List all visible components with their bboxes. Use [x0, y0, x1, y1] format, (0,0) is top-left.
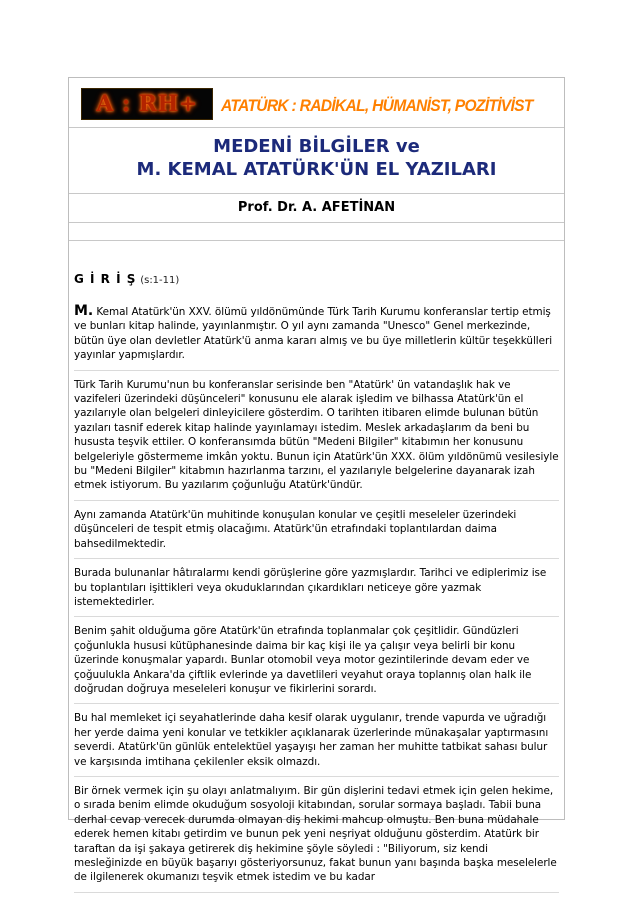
title-block [69, 128, 564, 194]
title-line-2: M. KEMAL ATATÜRK'ÜN EL YAZILARI [136, 159, 497, 180]
logo-text: A : RH+ [96, 91, 198, 117]
section-heading [74, 271, 559, 289]
paragraph-1-initial: M. [74, 303, 94, 319]
divider-row [69, 223, 564, 241]
paragraph-5: Benim şahit olduğuma göre Atatürk'ün etrafında toplanmalar çok çeşitlidir. Gündüzleri çoğunlukla hususi kütüphanesinde daima bir kaç kişi ile ya çalışır veya belirli bir konu üzerinde konuşmalar yapardı. Bunlar otomobil veya motor gezintilerinde devam eder ve çoğuulukla Ankara'da çiftlik evlerinde ya davetlileri veyahut oraya toplannış olan halk ile doğrudan doğruya meseleleri konuşur ve fikirlerini sorardı. [74, 624, 559, 704]
paragraph-1 [74, 304, 559, 371]
paragraph-7: Bir örnek vermek için şu olayı anlatmalıyım. Bir gün dişlerini tedavi etmek için gelen hekime, o sırada benim elimde okuduğum sosyoloji kitabından, sorular sormaya başladı. Tabii buna derhal cevap verecek durumda olmayan diş hekimi mahcup olmuştu. Ben buna müdahale ederek hemen kitabı getirdim ve bunun pek yeni neşriyat olduğunu gösterdim. Atatürk bir taraftan da işi şakaya getirerek diş hekimine şöyle söyledi : "Biliyorum, siz kendi mesleğinizde en büyük başarıyı gösteriyorsunuz, fakat bunun yanı başında başka meselelerle de ilgilenerek okumanızı teşvik etmek istedim ve bu kadar [74, 784, 559, 893]
paragraph-4: Burada bulunanlar hâtıralarmı kendi görüşlerine göre yazmışlardır. Tarihci ve ediplerimiz ise bu toplantıları işittikleri veya okuduklarından çıkardıkları neticeye göre yazmak istemektedirler. [74, 566, 559, 617]
paragraph-3: Aynı zamanda Atatürk'ün muhitinde konuşulan konular ve çeşitli meseleler üzerindeki düşünceleri de tespit etmiş olacağımı. Atatürk'ün etrafındaki toplantılardan daima bahsedilmektedir. [74, 508, 559, 559]
section-ref: (s:1-11) [140, 275, 180, 286]
author: Prof. Dr. A. AFETİNAN [69, 194, 564, 223]
title-line-1: MEDENİ BİLGİLER ve [213, 136, 420, 157]
paragraph-6: Bu hal memleket içi seyahatlerinde daha kesif olarak uygulanır, trende vapurda ve uğradığı her yerde daima yeni konular ve tetkikler açıklanarak üzerlerinde münakaşalar yaptırmasını severdi. Atatürk'ün günlük entelektüel yaşayışı her zaman her muhitte tatbikat sahası bulur ve karşısında imtihana çekilenler eksik olmazdı. [74, 711, 559, 777]
paragraph-2: Türk Tarih Kurumu'nun bu konferanslar serisinde ben "Atatürk' ün vatandaşlık hak ve vazifeleri üzerindeki düşünceleri" konusunu ele alarak işledim ve bilhassa Atatürk'ün el yazılarıyle olan belgeleri dinleyicilere gösterdim. O tarihten itibaren elimde bulunan bütün yazıları tasnif ederek kitap halinde yayınlamayı istedim. Meslek arkadaşlarım da beni bu hususta teşvik ettiler. O konferansımda bütün "Medeni Bilgiler" kitabımın her konusunu belgeleriyle göstermeme imkân yoktu. Bunun için Atatürk'ün XXX. ölüm yıldönümü vesilesiyle bu "Medeni Bilgiler" kitabmın hazırlanma tarzını, el yazılarıyle belgelerine dayanarak izah etmek istiyorum. Bu yazılarım çoğunluğu Atatürk'ündür. [74, 378, 559, 501]
slogan: ATATÜRK : RADİKAL, HÜMANİST, POZİTİVİST [221, 96, 533, 115]
paragraph-1-text: Kemal Atatürk'ün XXV. ölümü yıldönümünde Türk Tarih Kurumu konferanslar tertip etmiş ve bunları kitap halinde, yayınlanmıştır. O yıl aynı zamanda "Unesco" Genel merkezinde, bütün üye olan devletler Atatürk'ü anma kararı almış ve bu üye milletlerin kültür teşekkülleri yayınlar yapmışlardır. [74, 306, 553, 362]
document-frame [68, 77, 565, 884]
banner [69, 78, 564, 128]
content [69, 271, 564, 893]
logo [81, 88, 213, 120]
section-title: G İ R İ Ş [74, 272, 137, 286]
